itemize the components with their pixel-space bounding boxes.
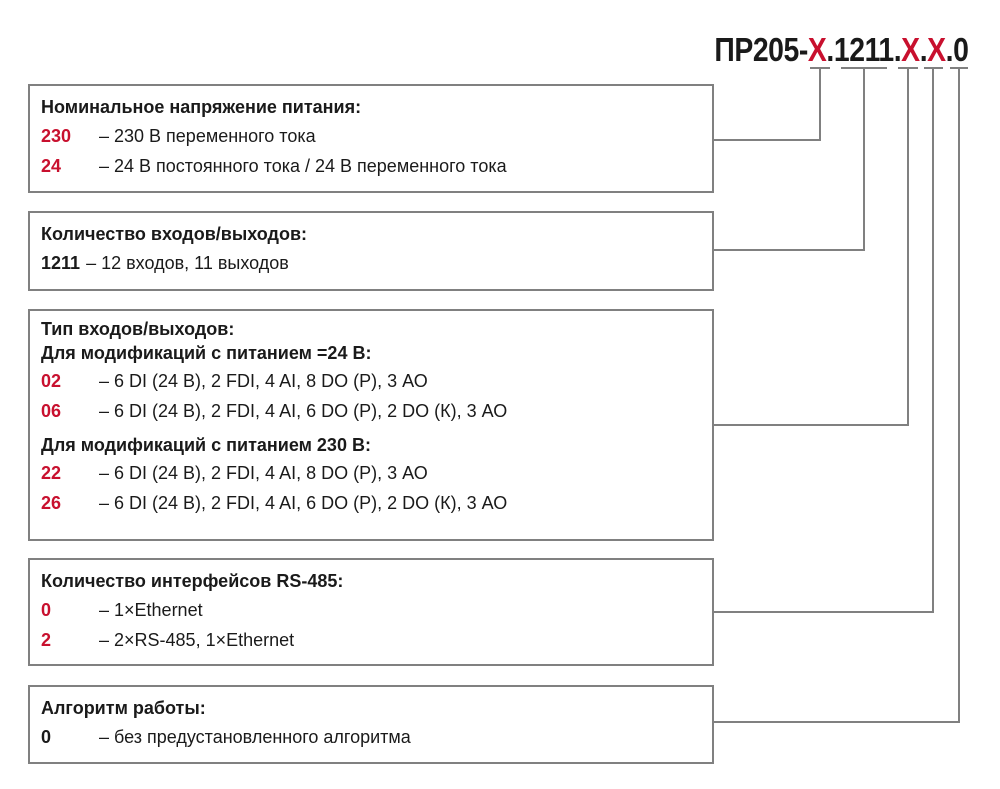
code-algorithm: .0 [945, 31, 968, 68]
connector-algorithm [714, 68, 959, 722]
rs485-title: Количество интерфейсов RS-485: [41, 571, 344, 591]
algorithm-box [28, 685, 714, 764]
option-key: 0 [41, 600, 52, 620]
power-title: Номинальное напряжение питания: [41, 97, 362, 117]
io-count-title: Количество входов/выходов: [41, 224, 308, 244]
algorithm-option [41, 722, 701, 752]
io-type-box [28, 309, 714, 541]
code-var-rs485: Х [926, 31, 946, 68]
power-option [41, 151, 701, 181]
io-type-subtitle-24v: Для модификаций с питанием =24 В: [41, 343, 372, 363]
code-io-count: .1211. [825, 31, 901, 68]
connector-io-count [714, 68, 864, 250]
rs485-option [41, 595, 701, 625]
option-key: 22 [41, 463, 62, 483]
io-type-option [41, 458, 701, 488]
option-text: – 6 DI (24 В), 2 FDI, 4 AI, 6 DO (Р), 2 DO (К), 3 АО [99, 401, 508, 421]
connector-power [714, 68, 820, 140]
option-key: 0 [41, 727, 52, 747]
option-key: 1211 [41, 253, 81, 273]
option-text: – 230 В переменного тока [99, 126, 316, 146]
io-type-subtitle-230v: Для модификаций с питанием 230 В: [41, 435, 371, 455]
power-option [41, 121, 701, 151]
option-text: – 6 DI (24 В), 2 FDI, 4 AI, 8 DO (Р), 3 АО [99, 371, 428, 391]
io-type-option [41, 396, 701, 426]
option-key: 02 [41, 371, 62, 391]
code-var-io-type: Х [900, 31, 920, 68]
option-text: – без предустановленного алгоритма [99, 727, 411, 747]
connector-rs485 [714, 68, 933, 612]
rs485-box [28, 558, 714, 666]
power-box [28, 84, 714, 193]
product-code [714, 30, 968, 70]
code-var-power: Х [807, 31, 826, 68]
option-key: 24 [41, 156, 62, 176]
rs485-option [41, 625, 701, 655]
code-prefix: ПР205- [713, 31, 808, 68]
option-text: – 12 входов, 11 выходов [86, 253, 289, 273]
option-text: – 2×RS-485, 1×Ethernet [99, 630, 295, 650]
io-type-title: Тип входов/выходов: [41, 319, 235, 339]
option-key: 26 [41, 493, 62, 513]
code-dot: . [919, 31, 927, 68]
option-text: – 1×Ethernet [99, 600, 203, 620]
option-key: 06 [41, 401, 62, 421]
io-type-option [41, 366, 701, 396]
option-key: 2 [41, 630, 52, 650]
algorithm-title: Алгоритм работы: [41, 698, 206, 718]
io-count-option [41, 248, 701, 278]
io-count-box [28, 211, 714, 291]
option-text: – 24 В постоянного тока / 24 В переменного тока [99, 156, 507, 176]
option-text: – 6 DI (24 В), 2 FDI, 4 AI, 6 DO (Р), 2 DO (К), 3 АО [99, 493, 508, 513]
connector-io-type [714, 68, 908, 425]
io-type-option [41, 488, 701, 518]
option-key: 230 [41, 126, 72, 146]
option-text: – 6 DI (24 В), 2 FDI, 4 AI, 8 DO (Р), 3 АО [99, 463, 428, 483]
